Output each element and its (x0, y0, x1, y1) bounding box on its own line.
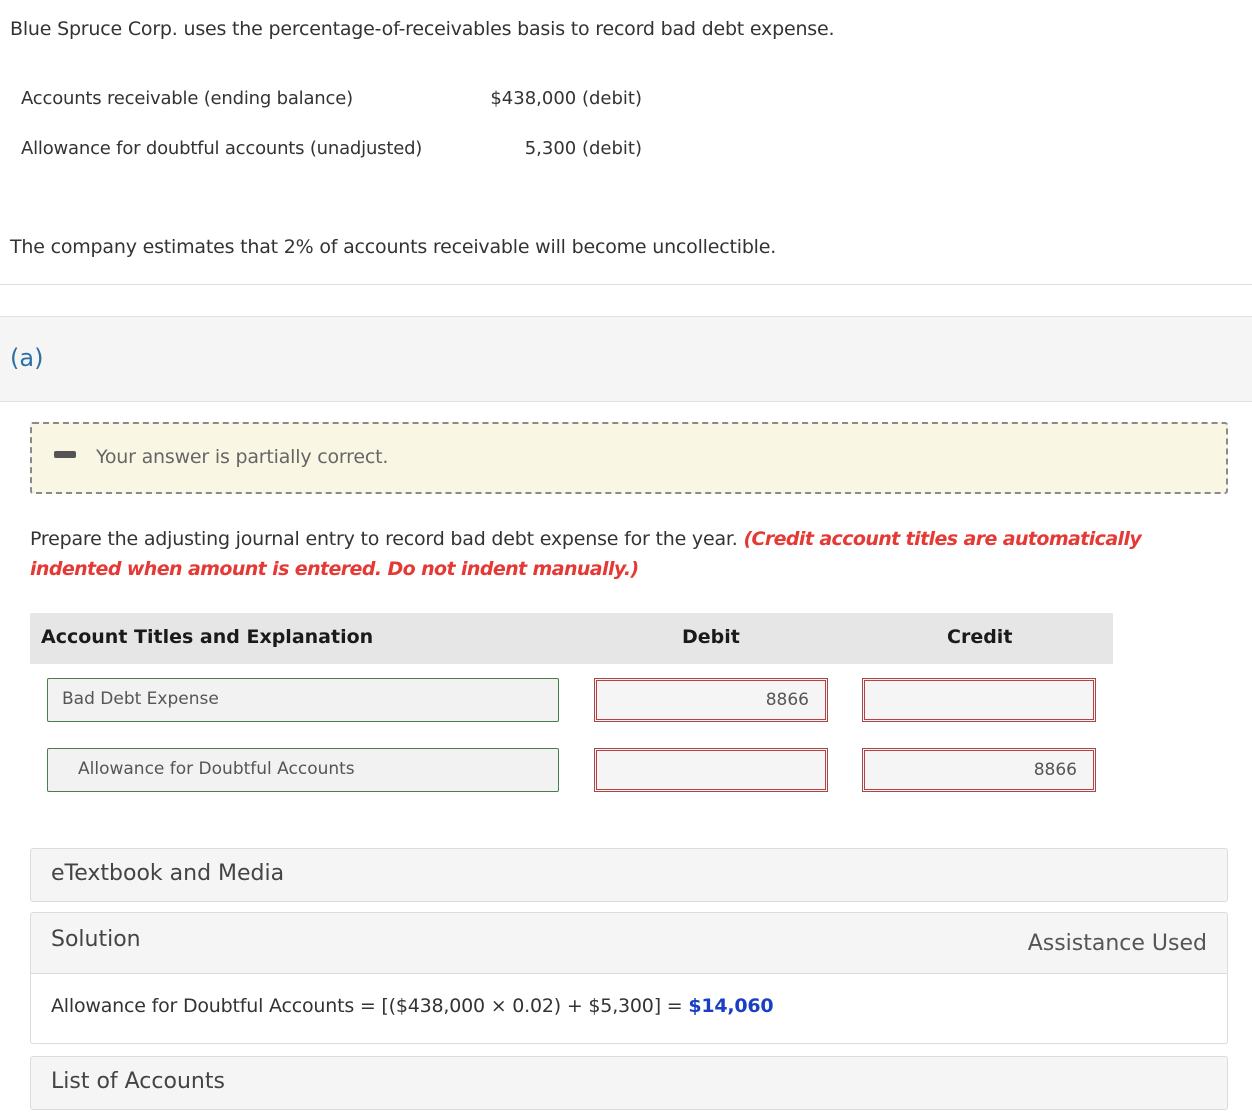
debit-input-row-2[interactable] (594, 748, 828, 792)
instruction-note: (Credit account titles are automatically indented when amount is entered. Do not indent manually.) (30, 528, 1142, 580)
given-ar-value: $438,000 (debit) (490, 88, 642, 109)
feedback-text: Your answer is partially correct. (96, 446, 389, 468)
list-of-accounts-title: List of Accounts (51, 1069, 225, 1094)
account-input-row-2[interactable]: Allowance for Doubtful Accounts (47, 748, 559, 792)
given-ar-label: Accounts receivable (ending balance) (21, 88, 353, 109)
etextbook-panel[interactable] (30, 848, 1228, 902)
formula-answer: $14,060 (688, 995, 774, 1017)
journal-header (30, 613, 1113, 664)
formula-text: Allowance for Doubtful Accounts = [($438,000 × 0.02) + $5,300] = (51, 995, 689, 1017)
debit-input-row-1[interactable]: 8866 (594, 678, 828, 722)
feedback-banner (30, 422, 1228, 494)
header-debit: Debit (682, 626, 740, 648)
section-divider (0, 284, 1252, 285)
instructions (30, 524, 1230, 584)
header-account: Account Titles and Explanation (41, 626, 374, 648)
credit-input-row-1[interactable] (862, 678, 1096, 722)
solution-body (30, 974, 1228, 1044)
solution-panel[interactable] (30, 912, 1228, 974)
solution-formula (51, 995, 773, 1017)
partial-correct-icon (54, 451, 76, 458)
given-allowance-value: 5,300 (debit) (524, 138, 642, 159)
part-header (0, 316, 1252, 402)
list-of-accounts-panel[interactable] (30, 1056, 1228, 1110)
given-allowance-label: Allowance for doubtful accounts (unadjusted) (21, 138, 423, 159)
problem-intro: Blue Spruce Corp. uses the percentage-of-receivables basis to record bad debt expense. (10, 18, 835, 40)
assistance-used: Assistance Used (1027, 931, 1207, 956)
account-input-row-1[interactable]: Bad Debt Expense (47, 678, 559, 722)
header-credit: Credit (947, 626, 1013, 648)
solution-title: Solution (51, 927, 141, 952)
problem-estimate: The company estimates that 2% of accounts receivable will become uncollectible. (10, 236, 777, 258)
credit-input-row-2[interactable]: 8866 (862, 748, 1096, 792)
instruction-text: Prepare the adjusting journal entry to record bad debt expense for the year. (30, 528, 738, 550)
part-label: (a) (10, 344, 44, 372)
etextbook-title: eTextbook and Media (51, 861, 285, 886)
